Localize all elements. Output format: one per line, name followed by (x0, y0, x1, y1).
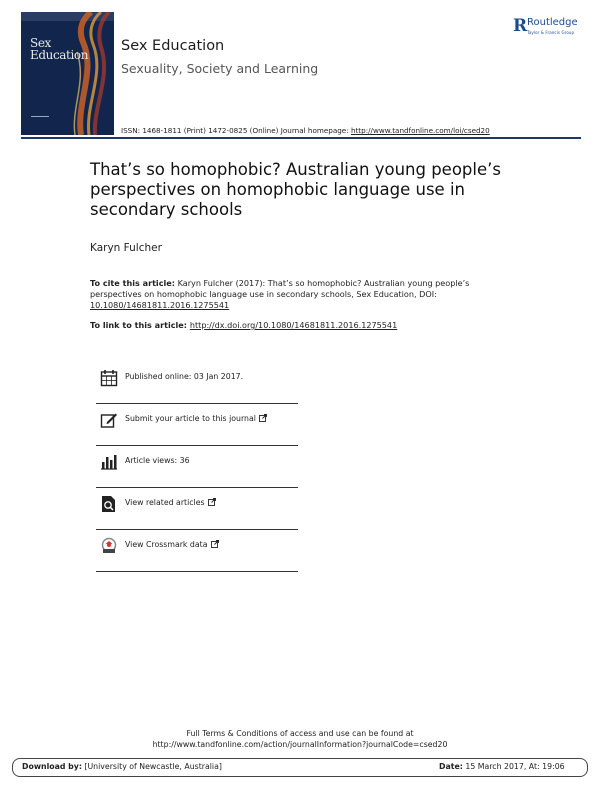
article-link-line (90, 320, 397, 330)
journal-homepage-link[interactable]: http://www.tandfonline.com/loi/csed20 (350, 126, 490, 135)
bar-chart-icon (100, 453, 118, 471)
list-item-views (96, 446, 298, 488)
routledge-r-icon: R (513, 16, 528, 36)
article-info-list (96, 362, 298, 572)
article-author: Karyn Fulcher (90, 242, 162, 254)
article-title: That’s so homophobic? Australian young people’s perspectives on homophobic language use in secondary schools (90, 160, 501, 219)
edit-icon (100, 411, 118, 429)
external-link-icon (259, 414, 267, 422)
issn-line (121, 126, 490, 135)
publisher-name: Routledge (527, 17, 578, 28)
cover-title: Sex Education (30, 36, 89, 62)
related-articles-link[interactable]: View related articles (125, 498, 216, 507)
list-item-submit[interactable] (96, 404, 298, 446)
downloaded-by: Download by: [University of Newcastle, Australia] (22, 762, 222, 771)
crossmark-icon (100, 537, 118, 555)
citation-block (90, 278, 500, 311)
list-item-related[interactable] (96, 488, 298, 530)
submit-article-link[interactable]: Submit your article to this journal (125, 414, 267, 423)
cover-publisher-mark (31, 116, 49, 125)
external-link-icon (211, 540, 219, 548)
download-info-bar (12, 758, 588, 777)
external-link-icon (208, 498, 216, 506)
calendar-icon (100, 369, 118, 387)
journal-name: Sex Education (121, 38, 225, 54)
cite-doi-link[interactable]: 10.1080/14681811.2016.1275541 (90, 300, 230, 310)
views-label: Article views: 36 (125, 456, 190, 465)
journal-subtitle: Sexuality, Society and Learning (121, 61, 319, 76)
download-date: Date: 15 March 2017, At: 19:06 (439, 762, 565, 771)
list-item-published (96, 362, 298, 404)
published-label: Published online: 03 Jan 2017. (125, 372, 244, 381)
journal-cover-image (21, 12, 114, 135)
header-divider (21, 137, 581, 139)
search-document-icon (100, 495, 118, 513)
cite-label: To cite this article: (90, 278, 176, 288)
routledge-logo (513, 16, 583, 36)
terms-notice (0, 728, 600, 750)
terms-url[interactable]: http://www.tandfonline.com/action/journalInformation?journalCode=csed20 (152, 740, 448, 749)
crossmark-link[interactable]: View Crossmark data (125, 540, 219, 549)
cite-text: Karyn Fulcher (2017): That’s so homophobic? Australian young people’s perspectives on homophobic language use in secondary schools, Sex Education, DOI: (90, 278, 470, 299)
list-item-crossmark[interactable] (96, 530, 298, 572)
issn-text: ISSN: 1468-1811 (Print) 1472-0825 (Online) Journal homepage: (121, 126, 351, 135)
publisher-tagline: Taylor & Francis Group (527, 30, 575, 35)
terms-line-1: Full Terms & Conditions of access and use can be found at (186, 729, 414, 738)
link-label: To link to this article: (90, 320, 190, 330)
article-doi-link[interactable]: http://dx.doi.org/10.1080/14681811.2016.1275541 (189, 320, 398, 330)
